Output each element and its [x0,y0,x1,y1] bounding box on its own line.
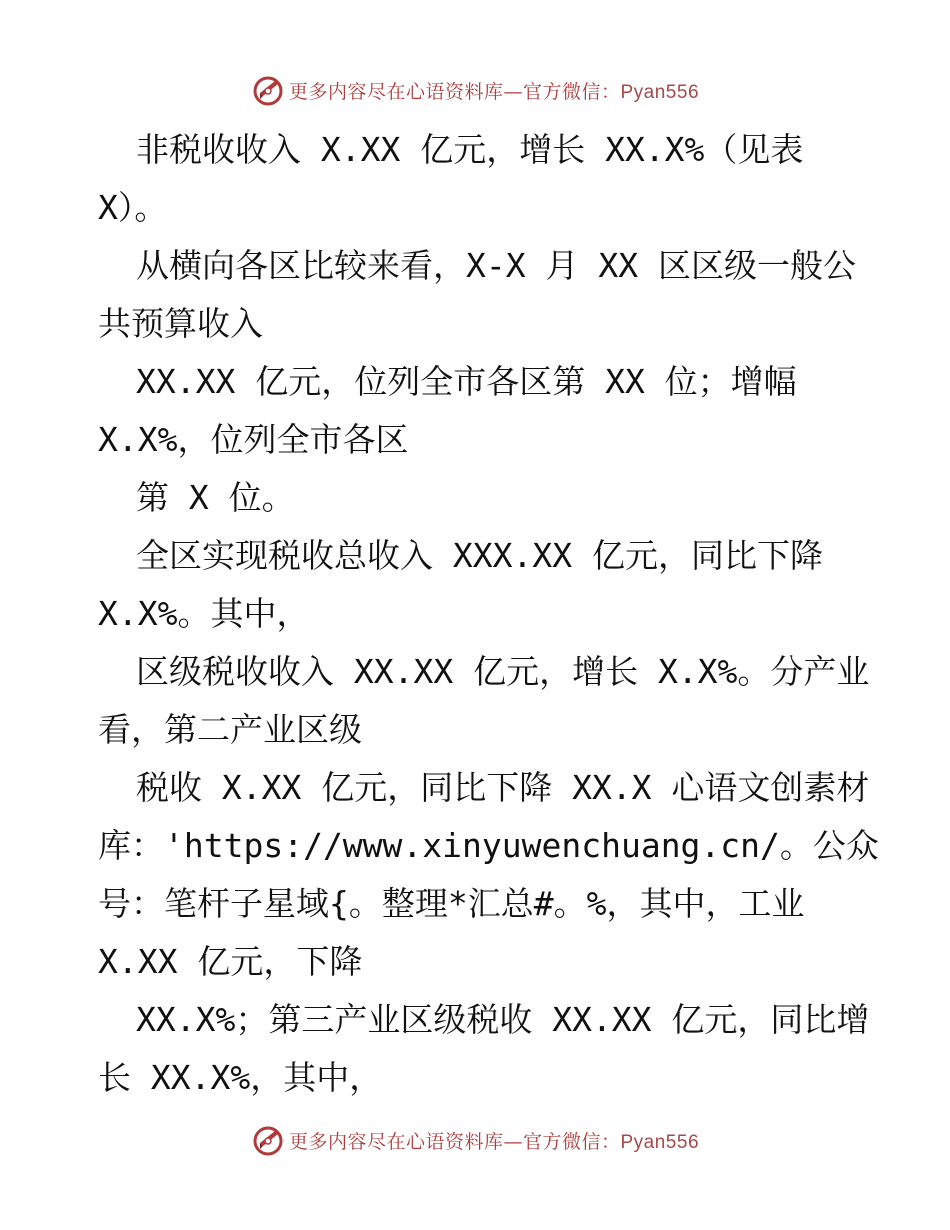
body-line-8: 全区实现税收总收入 XXX.XX 亿元，同比下降 [136,536,823,575]
body-line-4: 共预算收入 [98,304,263,343]
brand-logo-icon [251,73,285,107]
body-line-11: 看，第二产业区级 [98,710,362,749]
body-line-16: XX.X%；第三产业区级税收 XX.XX 亿元，同比增 [136,1000,870,1039]
footer-watermark-banner [0,1120,950,1160]
footer-wechat-id: Pyan556 [620,1131,700,1153]
body-line-7: 第 X 位。 [136,478,295,517]
body-line-10: 区级税收收入 XX.XX 亿元，增长 X.X%。分产业 [136,652,870,691]
body-line-14: 号：笔杆子星域{。整理*汇总#。%，其中，工业 [98,884,805,923]
body-line-6: X.X%，位列全市各区 [98,420,409,459]
document-body [98,121,879,1107]
header-wechat-id: Pyan556 [620,81,700,103]
body-line-9: X.X%。其中， [98,594,310,633]
body-line-15: X.XX 亿元，下降 [98,942,363,981]
body-line-5: XX.XX 亿元，位列全市各区第 XX 位；增幅 [136,362,797,401]
body-line-3: 从横向各区比较来看，X-X 月 XX 区区级一般公 [136,246,856,285]
brand-logo-icon [251,1123,285,1157]
body-line-1: 非税收收入 X.XX 亿元，增长 XX.X%（见表 [136,130,804,169]
footer-banner-text: 更多内容尽在心语资料库—官方微信： [288,1130,621,1153]
header-watermark-banner [0,70,950,110]
body-line-13: 库：'https://www.xinyuwenchuang.cn/。公众 [98,826,879,865]
body-line-17: 长 XX.X%，其中， [98,1058,383,1097]
body-line-12: 税收 X.XX 亿元，同比下降 XX.X 心语文创素材 [136,768,870,807]
header-banner-text: 更多内容尽在心语资料库—官方微信： [288,80,621,103]
body-line-2: X）。 [98,188,168,227]
